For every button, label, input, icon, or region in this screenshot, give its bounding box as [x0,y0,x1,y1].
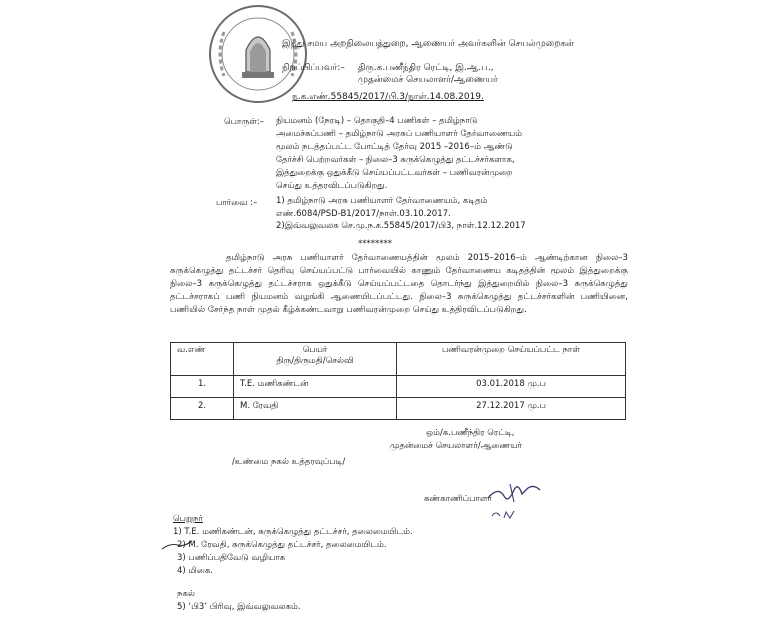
row-date: 27.12.2017 மு.ப [397,398,626,420]
row-sno: 1. [171,376,234,398]
signatory-designation: முதன்மைச் செயலாளர்/ஆணையர் [390,441,522,451]
recipient-item: 3) பணிப்பதிவேடு வழியாக [177,553,286,563]
subject-line: நியமனம் (நேரடி) – தொகுதி–4 பணிகள் – தமிழ்நாடு [276,116,478,126]
superintendent-label: கண்காணிப்பாளர் [424,494,492,504]
recipient-item: 4) மிகை. [177,566,213,576]
present-designation: முதன்மைச் செயலாளர்/ஆணையர் [358,75,498,85]
table-row [171,376,626,398]
subject-line: அமைச்சுப்பணி – தமிழ்நாடு அரசுப் பணியாளர் தேர்வாணையம் [276,129,522,139]
row-date: 03.01.2018 மு.ப [397,376,626,398]
header-date: பணிவரன்முறை செய்யப்பட்ட நாள் [397,343,626,376]
header-name-line2: திரு/திருமதி/செல்வி [276,356,354,366]
subject-line: செய்து உத்தரவிடப்படுகிறது. [276,181,388,191]
subject-line: தேர்ச்சி பெற்றவர்கள் – நிலை–3 சுருக்கெழுத்து தட்டச்சர்களாக, [276,155,515,165]
reference-item: எண்.6084/PSD-B1/2017/நாள்.03.10.2017. [276,209,451,219]
header-name [234,343,397,376]
copy-label: நகல் [177,589,195,599]
subject-label: பொருள்:– [224,117,265,127]
recipient-item: 2) M. ரேவதி, சுருக்கெழுத்து தட்டச்சர், தலைமையிடம். [177,540,387,550]
subject-line: மூலம் நடத்தப்பட்ட போட்டித் தேர்வு 2015 –2016–ம் ஆண்டு [276,142,513,152]
reference-label: பார்வை :– [216,198,258,208]
handwritten-signature [484,478,544,524]
body-paragraph: தமிழ்நாடு அரசு பணியாளர் தேர்வாணையத்தின் மூலம் 2015–2016–ம் ஆண்டிற்கான நிலை–3 சுருக்கெழுத்து தட்டச்சர் தெரிவு செய்யப்பட்டு பார்வையில் காணும் தேர்வாணைய கடிதத்தின் மூலம் இத்துறைக்கு நிலை–3 சுருக்கெழுத்து தட்டச்சராக ஒதுக்கீடு செய்யப்பட்டதை தொடர்ந்து இத்துறையில் நிலை–3 சுருக்கெழுத்து தட்டச்சராகப் பணி நியமனம் வழங்கி ஆணையிடப்பட்டது. நிலை–3 சுருக்கெழுத்து தட்டச்சர்களின் பணியினை, பணியில் சேர்ந்த நாள் முதல் கீழ்க்கண்டவாறு பணிவரன்முறை செய்து உத்திரவிடப்படுகிறது. [170,253,628,315]
header-sno: வ.எண் [171,343,234,376]
row-name: M. ரேவதி [234,398,397,420]
header-name-line1: பெயர் [302,345,328,355]
row-name: T.E. மணிகண்டன் [234,376,397,398]
recipient-item: 1) T.E. மணிகண்டன், சுருக்கெழுத்து தட்டச்சர், தலைமையிடம். [173,527,413,537]
row-sno: 2. [171,398,234,420]
regularisation-table [170,342,626,420]
department-heading: இந்து சமய அறநிலையத்துறை, ஆணையர் அவர்களின் செயல்முறைகள் [282,39,575,49]
present-label: நிறப்பிப்பவர்:– [282,63,345,73]
table-header-row [171,343,626,376]
true-copy-note: /உண்மை நகல் உத்தரவுப்படி/ [232,457,346,467]
reference-item: 1) தமிழ்நாடு அரசு பணியாளர் தேர்வாணையம், கடிதம் [276,196,488,206]
separator: ******** [358,239,392,249]
reference-number: ந.க.எண்.55845/2017/பி.3/நாள்.14.08.2019. [292,92,484,102]
recipients-label: பெறுநர் [173,514,203,524]
table-row [171,398,626,420]
reference-item: 2)இவ்வலுவலக செ.மு.ந.க.55845/2017/பி3, நாள்.12.12.2017 [276,221,526,231]
subject-line: இத்துறைக்கு ஒதுக்கீடு செய்யப்பட்டவர்கள் – பணிவரன்முறை [276,168,513,178]
present-name: திரு.க.பணீந்திர ரெட்டி, இ.ஆ.ப., [358,63,494,73]
signatory-name: ஒம்/க.பணீந்திர ரெட்டி, [426,428,515,438]
copy-item: 5) ‘பி3’ பிரிவு, இவ்வலுவலகம். [177,602,301,612]
